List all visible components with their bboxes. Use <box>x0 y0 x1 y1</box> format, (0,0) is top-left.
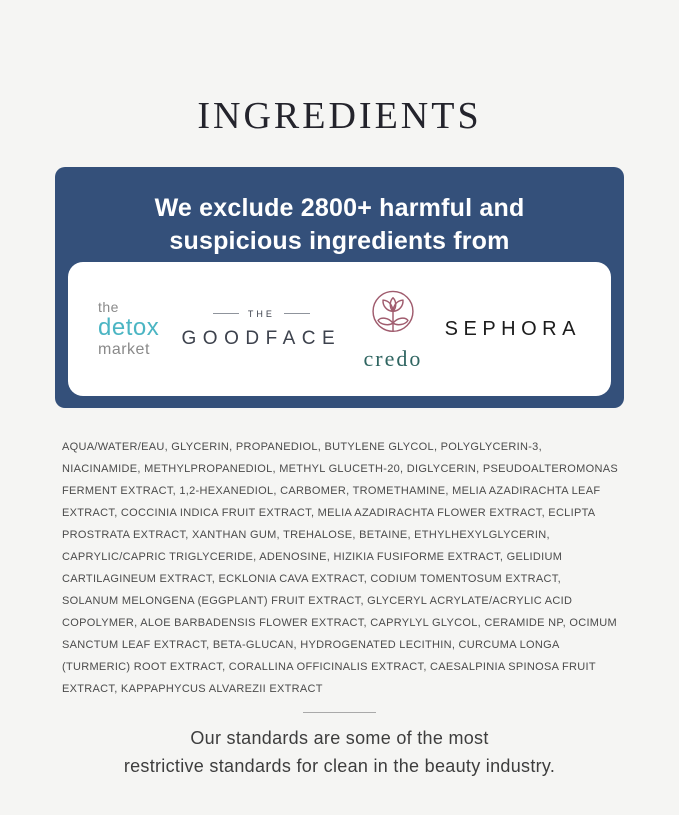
credo-logo-wordmark: credo <box>363 346 423 371</box>
banner-heading-line2: suspicious ingredients from <box>169 227 510 255</box>
dash-rule-right <box>284 313 310 314</box>
standards-statement <box>0 724 679 780</box>
credo-flower-icon <box>364 286 422 344</box>
detox-logo-word-the: the <box>98 299 119 315</box>
credo-logo <box>364 286 423 372</box>
detox-logo-word-detox: detox <box>98 314 160 341</box>
detox-logo-word-market: market <box>98 341 150 358</box>
standards-statement-line1: Our standards are some of the most <box>190 728 489 748</box>
good-face-logo-the: THE <box>247 308 275 319</box>
divider-rule <box>303 712 376 713</box>
good-face-logo-wordmark: GOODFACE <box>181 327 342 349</box>
standards-statement-line2: restrictive standards for clean in the beauty industry. <box>123 756 556 776</box>
dash-rule-left <box>213 313 239 314</box>
ingredients-list: AQUA/WATER/EAU, GLYCERIN, PROPANEDIOL, BUTYLENE GLYCOL, POLYGLYCERIN-3, NIACINAMIDE, METHYLPROPANEDIOL, METHYL GLUCETH-20, DIGLYCERIN, PSEUDOALTEROMONAS FERMENT EXTRACT, 1,2-HEXANEDIOL, CARBOMER, TROMETHAMINE, MELIA AZADIRACHTA LEAF EXTRACT, COCCINIA INDICA FRUIT EXTRACT, MELIA AZADIRACHTA FLOWER EXTRACT, ECLIPTA PROSTRATA EXTRACT, XANTHAN GUM, TREHALOSE, BETAINE, ETHYLHEXYLGLYCERIN, CAPRYLIC/CAPRIC TRIGLYCERIDE, ADENOSINE, HIZIKIA FUSIFORME EXTRACT, GELIDIUM CARTILAGINEUM EXTRACT, ECKLONIA CAVA EXTRACT, CODIUM TOMENTOSUM EXTRACT, SOLANUM MELONGENA (EGGPLANT) FRUIT EXTRACT, GLYCERYL ACRYLATE/ACRYLIC ACID COPOLYMER, ALOE BARBADENSIS FLOWER EXTRACT, CAPRYLYL GLYCOL, CERAMIDE NP, OCIMUM SANCTUM LEAF EXTRACT, BETA-GLUCAN, HYDROGENATED LECITHIN, CURCUMA LONGA (TURMERIC) ROOT EXTRACT, CORALLINA OFFICINALIS EXTRACT, CAESALPINIA SPINOSA FRUIT EXTRACT, KAPPAPHYCUS ALVAREZII EXTRACT <box>62 441 618 695</box>
page-title: INGREDIENTS <box>197 95 482 137</box>
banner-heading <box>55 167 624 258</box>
sephora-logo-wordmark: SEPHORA <box>444 317 581 340</box>
exclusion-banner <box>55 167 624 408</box>
the-detox-market-logo <box>98 300 159 358</box>
sephora-logo <box>445 318 581 341</box>
the-good-face-logo <box>182 309 342 350</box>
good-face-logo-top <box>213 309 310 319</box>
banner-heading-line1: We exclude 2800+ harmful and <box>154 194 525 222</box>
retailer-logo-card <box>68 262 611 396</box>
